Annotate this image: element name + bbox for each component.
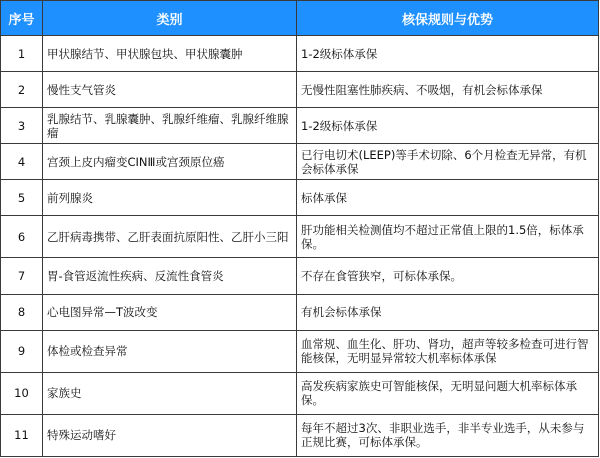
row-category: 家族史: [43, 372, 297, 414]
table-row: [1, 108, 599, 144]
row-category: 宫颈上皮内瘤变CINⅢ或宫颈原位癌: [43, 144, 297, 180]
row-category: 前列腺炎: [43, 180, 297, 216]
row-index: 2: [1, 72, 43, 108]
table-row: [1, 144, 599, 180]
table-row: [1, 216, 599, 258]
row-index: 6: [1, 216, 43, 258]
row-category: 心电图异常—T波改变: [43, 294, 297, 330]
row-rule: 标体承保: [297, 180, 599, 216]
row-index: 9: [1, 330, 43, 372]
row-rule: 每年不超过3次、非职业选手，非半专业选手，从未参与正规比赛，可标体承保。: [297, 414, 599, 456]
header-rule: 核保规则与优势: [297, 1, 599, 36]
row-rule: 已行电切术(LEEP)等手术切除、6个月检查无异常，有机会标体承保: [297, 144, 599, 180]
header-index: 序号: [1, 1, 43, 36]
row-index: 4: [1, 144, 43, 180]
row-category: 乳腺结节、乳腺囊肿、乳腺纤维瘤、乳腺纤维腺瘤: [43, 108, 297, 144]
table-row: [1, 330, 599, 372]
header-category: 类别: [43, 1, 297, 36]
table-row: [1, 414, 599, 456]
table-row: [1, 258, 599, 294]
row-category: 体检或检查异常: [43, 330, 297, 372]
row-rule: 无慢性阻塞性肺疾病、不吸烟，有机会标体承保: [297, 72, 599, 108]
table-row: [1, 372, 599, 414]
row-index: 8: [1, 294, 43, 330]
row-index: 3: [1, 108, 43, 144]
row-index: 7: [1, 258, 43, 294]
table-row: [1, 180, 599, 216]
row-rule: 高发疾病家族史可智能核保，无明显问题大机率标体承保。: [297, 372, 599, 414]
row-index: 10: [1, 372, 43, 414]
table-header-row: [1, 1, 599, 36]
row-rule: 1-2级标体承保: [297, 108, 599, 144]
row-rule: 1-2级标体承保: [297, 36, 599, 72]
row-rule: 肝功能相关检测值均不超过正常值上限的1.5倍，标体承保。: [297, 216, 599, 258]
row-index: 11: [1, 414, 43, 456]
row-rule: 血常规、血生化、肝功、肾功，超声等较多检查可进行智能核保，无明显异常较大机率标体承保: [297, 330, 599, 372]
row-index: 1: [1, 36, 43, 72]
row-category: 胃-食管返流性疾病、反流性食管炎: [43, 258, 297, 294]
row-category: 甲状腺结节、甲状腺包块、甲状腺囊肿: [43, 36, 297, 72]
row-category: 特殊运动嗜好: [43, 414, 297, 456]
row-rule: 不存在食管狭窄，可标体承保。: [297, 258, 599, 294]
row-index: 5: [1, 180, 43, 216]
table-row: [1, 72, 599, 108]
row-category: 乙肝病毒携带、乙肝表面抗原阳性、乙肝小三阳: [43, 216, 297, 258]
row-category: 慢性支气管炎: [43, 72, 297, 108]
row-rule: 有机会标体承保: [297, 294, 599, 330]
table-row: [1, 294, 599, 330]
table-row: [1, 36, 599, 72]
